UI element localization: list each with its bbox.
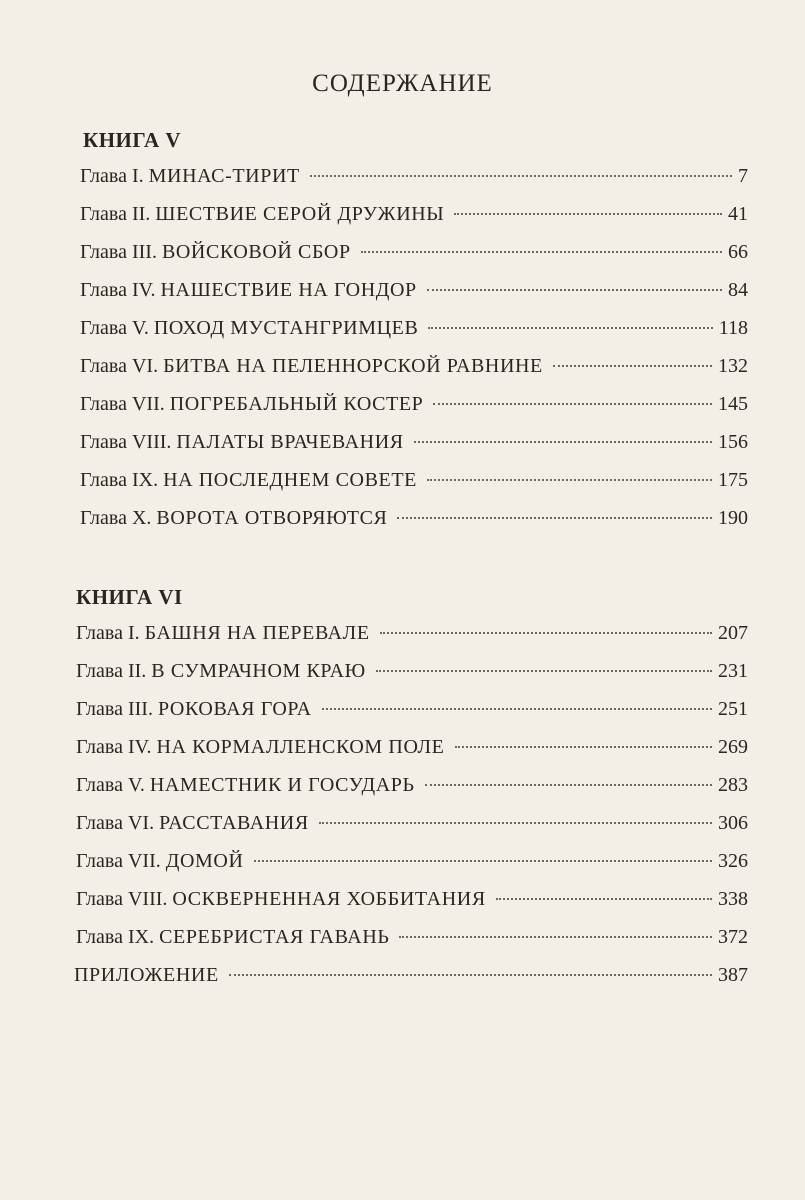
chapter-title: ДОМОЙ [165,850,244,872]
page-number: 156 [718,431,748,453]
toc-entry[interactable] [76,850,748,878]
chapter-number: Глава II. [76,660,147,682]
chapter-number: Глава VIII. [80,431,172,453]
chapter-number: Глава IX. [80,469,159,491]
chapter-number: Глава I. [80,165,144,187]
chapter-title: РОКОВАЯ ГОРА [157,698,312,720]
chapter-number: Глава II. [80,203,151,225]
page-number: 387 [718,964,748,986]
chapter-title: В СУМРАЧНОМ КРАЮ [151,660,366,682]
chapter-title: ПАЛАТЫ ВРАЧЕВАНИЯ [176,431,404,453]
chapter-title: РАССТАВАНИЯ [159,812,309,834]
chapter-number: Глава VII. [80,393,165,415]
toc-entry[interactable] [80,393,748,421]
toc-entry[interactable] [80,355,748,383]
chapter-title: СЕРЕБРИСТАЯ ГАВАНЬ [159,926,390,948]
dot-leader [376,670,712,672]
page-number: 190 [718,507,748,529]
dot-leader [427,289,722,291]
dot-leader [254,860,712,862]
chapter-title: МИНАС-ТИРИТ [148,165,300,187]
book-heading: КНИГА V [83,128,182,152]
chapter-number: Глава III. [80,241,157,263]
chapter-title: НАШЕСТВИЕ НА ГОНДОР [160,279,417,301]
dot-leader [229,974,712,976]
dot-leader [496,898,712,900]
page-number: 132 [718,355,748,377]
dot-leader [397,517,712,519]
chapter-number: Глава IV. [76,736,152,758]
dot-leader [319,822,712,824]
book-heading: КНИГА VI [76,585,183,609]
chapter-title: НАМЕСТНИК И ГОСУДАРЬ [149,774,415,796]
dot-leader [399,936,712,938]
chapter-title: НА ПОСЛЕДНЕМ СОВЕТЕ [163,469,417,491]
toc-entry[interactable] [80,203,748,231]
dot-leader [310,175,732,177]
page-number: 41 [728,203,748,225]
chapter-number: Глава I. [76,622,140,644]
chapter-title: НА КОРМАЛЛЕНСКОМ ПОЛЕ [156,736,445,758]
toc-entry[interactable] [76,736,748,764]
page-title: СОДЕРЖАНИЕ [312,70,493,97]
appendix-title: ПРИЛОЖЕНИЕ [74,964,219,986]
toc-entry[interactable] [76,812,748,840]
chapter-title: ШЕСТВИЕ СЕРОЙ ДРУЖИНЫ [155,203,445,225]
dot-leader [380,632,712,634]
toc-entry[interactable] [80,241,748,269]
chapter-number: Глава VIII. [76,888,168,910]
chapter-title: ВОРОТА ОТВОРЯЮТСЯ [156,507,388,529]
toc-entry[interactable] [76,660,748,688]
chapter-number: Глава V. [76,774,145,796]
toc-entry[interactable] [80,317,748,345]
toc-entry[interactable] [80,469,748,497]
page-number: 283 [718,774,748,796]
toc-entry[interactable] [76,888,748,916]
dot-leader [433,403,712,405]
chapter-title: БАШНЯ НА ПЕРЕВАЛЕ [144,622,370,644]
chapter-number: Глава VI. [80,355,159,377]
toc-entry[interactable] [80,165,748,193]
page-number: 145 [718,393,748,415]
page-number: 269 [718,736,748,758]
dot-leader [414,441,712,443]
chapter-number: Глава X. [80,507,152,529]
page-number: 372 [718,926,748,948]
page-number: 306 [718,812,748,834]
page-number: 251 [718,698,748,720]
chapter-number: Глава IV. [80,279,156,301]
page-number: 231 [718,660,748,682]
chapter-title: ПОГРЕБАЛЬНЫЙ КОСТЕР [169,393,424,415]
toc-entry[interactable] [76,622,748,650]
toc-entry[interactable] [80,279,748,307]
chapter-title: БИТВА НА ПЕЛЕННОРСКОЙ РАВНИНЕ [163,355,543,377]
page-number: 338 [718,888,748,910]
page-number: 66 [728,241,748,263]
chapter-number: Глава IX. [76,926,155,948]
page-number: 207 [718,622,748,644]
dot-leader [455,746,713,748]
toc-entry[interactable] [76,698,748,726]
chapter-title: ВОЙСКОВОЙ СБОР [161,241,351,263]
toc-entry[interactable] [76,926,748,954]
page-number: 118 [718,317,748,339]
page-number: 7 [738,165,748,187]
chapter-title: ОСКВЕРНЕННАЯ ХОББИТАНИЯ [172,888,486,910]
dot-leader [553,365,712,367]
page-number: 84 [728,279,748,301]
toc-entry[interactable] [80,431,748,459]
dot-leader [425,784,712,786]
page-number: 175 [718,469,748,491]
chapter-title: ПОХОД МУСТАНГРИМЦЕВ [153,317,419,339]
dot-leader [322,708,712,710]
chapter-number: Глава VII. [76,850,161,872]
dot-leader [428,327,712,329]
chapter-number: Глава III. [76,698,153,720]
chapter-number: Глава V. [80,317,149,339]
chapter-number: Глава VI. [76,812,155,834]
dot-leader [427,479,712,481]
dot-leader [454,213,722,215]
toc-entry[interactable] [76,774,748,802]
dot-leader [361,251,722,253]
toc-entry-appendix[interactable] [74,964,748,992]
toc-entry[interactable] [80,507,748,535]
page-number: 326 [718,850,748,872]
